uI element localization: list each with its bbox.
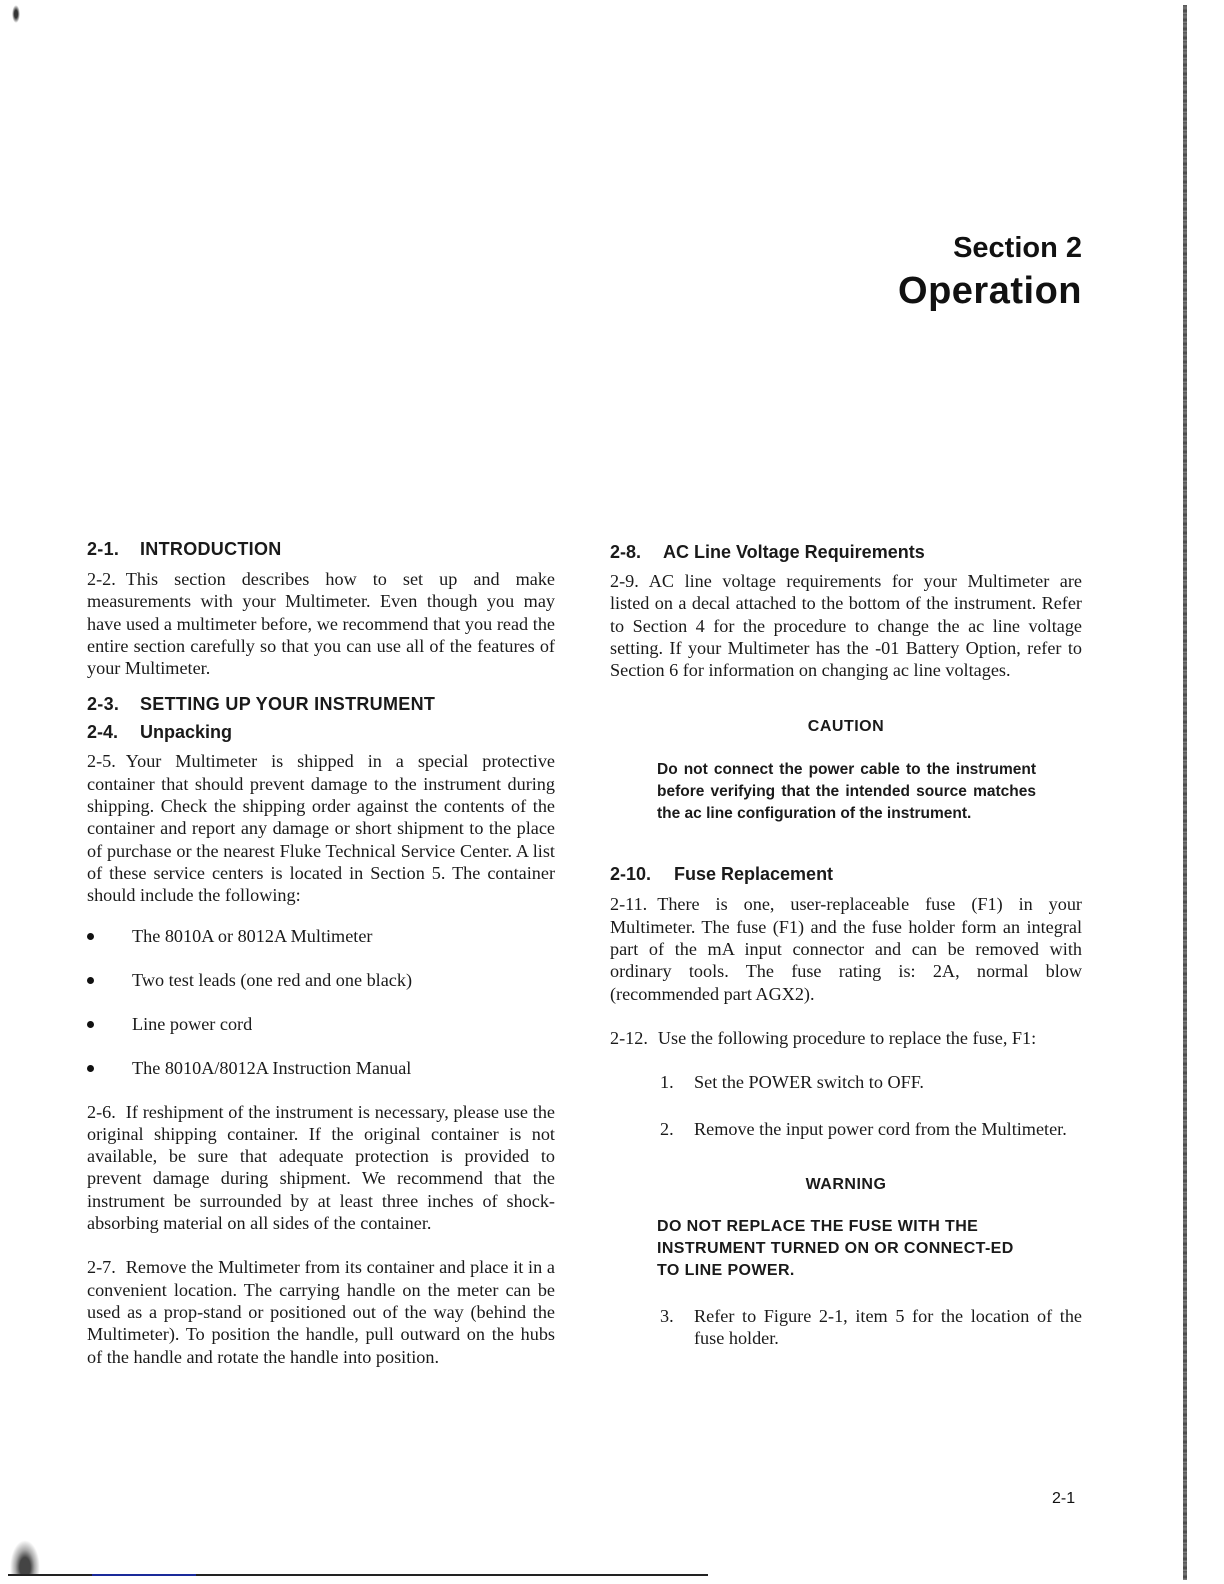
paragraph-2-6: 2-6. If reshipment of the instrument is necessary, please use the original shipping container. If the original container is not available, be sure that adequate protection is provided to prevent damage during shipment. We recommend that the instrument be surrounded by at least three inches of shock-absorbing material on all sides of the container. [87, 1101, 555, 1234]
paragraph-2-9: 2-9. AC line voltage requirements for your Multimeter are listed on a decal attached to the bottom of the instrument. Refer to Section 4 for the procedure to change the ac line voltage setting. If your Multimeter has the -01 Battery Option, refer to Section 6 for information on changing ac line voltages. [610, 571, 1082, 681]
scan-binding-edge [1183, 5, 1187, 1580]
page-number: 2-1 [1052, 1490, 1076, 1507]
fuse-procedure-steps-continued [610, 1305, 1082, 1350]
procedure-step: 2. Remove the input power cord from the Multimeter. [660, 1118, 1067, 1139]
list-item: The 8010A or 8012A Multimeter [87, 925, 555, 947]
scan-bottom-edge [8, 1574, 708, 1576]
contents-list [87, 925, 555, 1079]
scan-artifact-top-left [12, 5, 20, 23]
scan-artifact-bottom-left [10, 1540, 40, 1574]
heading-ac-line-voltage: 2-8. AC Line Voltage Requirements [610, 542, 925, 562]
fuse-procedure-steps [610, 1071, 1082, 1140]
paragraph-2-5: 2-5. Your Multimeter is shipped in a special protective container that should prevent damage to the instrument during shipping. Check the shipping order against the contents of the container and report any damage or short shipment to the place of purchase or the nearest Fluke Technical Service Center. A list of these service centers is located in Section 5. The container should include the following: [87, 751, 555, 906]
bullet-icon [87, 1065, 94, 1072]
list-item: Two test leads (one red and one black) [87, 969, 555, 991]
bullet-icon [87, 1021, 94, 1028]
list-item: The 8010A/8012A Instruction Manual [87, 1057, 555, 1079]
caution-title: CAUTION [807, 718, 885, 736]
bullet-icon [87, 977, 94, 984]
procedure-step: 1. Set the POWER switch to OFF. [660, 1072, 924, 1093]
caution-text: Do not connect the power cable to the instrument before verifying that the intended source matches the ac line configuration of the instrument. [657, 761, 1036, 823]
warning-title: WARNING [805, 1175, 887, 1193]
heading-introduction: 2-1. INTRODUCTION [87, 539, 282, 559]
right-column [610, 537, 1082, 1349]
bullet-icon [87, 933, 94, 940]
section-label: Section 2 [953, 232, 1082, 264]
heading-fuse-replacement: 2-10. Fuse Replacement [610, 864, 834, 885]
heading-setting-up: 2-3. SETTING UP YOUR INSTRUMENT [87, 694, 436, 715]
section-title: Operation [898, 270, 1082, 312]
paragraph-2-7: 2-7. Remove the Multimeter from its container and place it in a convenient location. The carrying handle on the meter can be used as a prop-stand or positioned out of the way (behind the Multimeter). To position the handle, pull outward on the hubs of the handle and rotate the handle into position. [87, 1257, 555, 1367]
warning-text: DO NOT REPLACE THE FUSE WITH THE INSTRUMENT TURNED ON OR CONNECT-ED TO LINE POWER. [657, 1217, 1014, 1279]
left-column [87, 537, 555, 1368]
list-item: Line power cord [87, 1013, 555, 1035]
paragraph-2-11: 2-11. There is one, user-replaceable fuse (F1) in your Multimeter. The fuse (F1) and the fuse holder form an integral part of the mA input connector and can be removed with ordinary tools. The fuse rating is: 2A, normal blow (recommended part AGX2). [610, 894, 1082, 1004]
paragraph-2-2: 2-2. This section describes how to set up and make measurements with your Multimeter. Even though you may have used a multimeter before, we recommend that you read the entire section carefully so that you can use all of the features of your Multimeter. [87, 569, 555, 679]
procedure-step: 3. Refer to Figure 2-1, item 5 for the location of the fuse holder. [660, 1305, 1082, 1349]
paragraph-2-12: 2-12. Use the following procedure to replace the fuse, F1: [610, 1027, 1037, 1048]
heading-unpacking: 2-4. Unpacking [87, 722, 233, 743]
